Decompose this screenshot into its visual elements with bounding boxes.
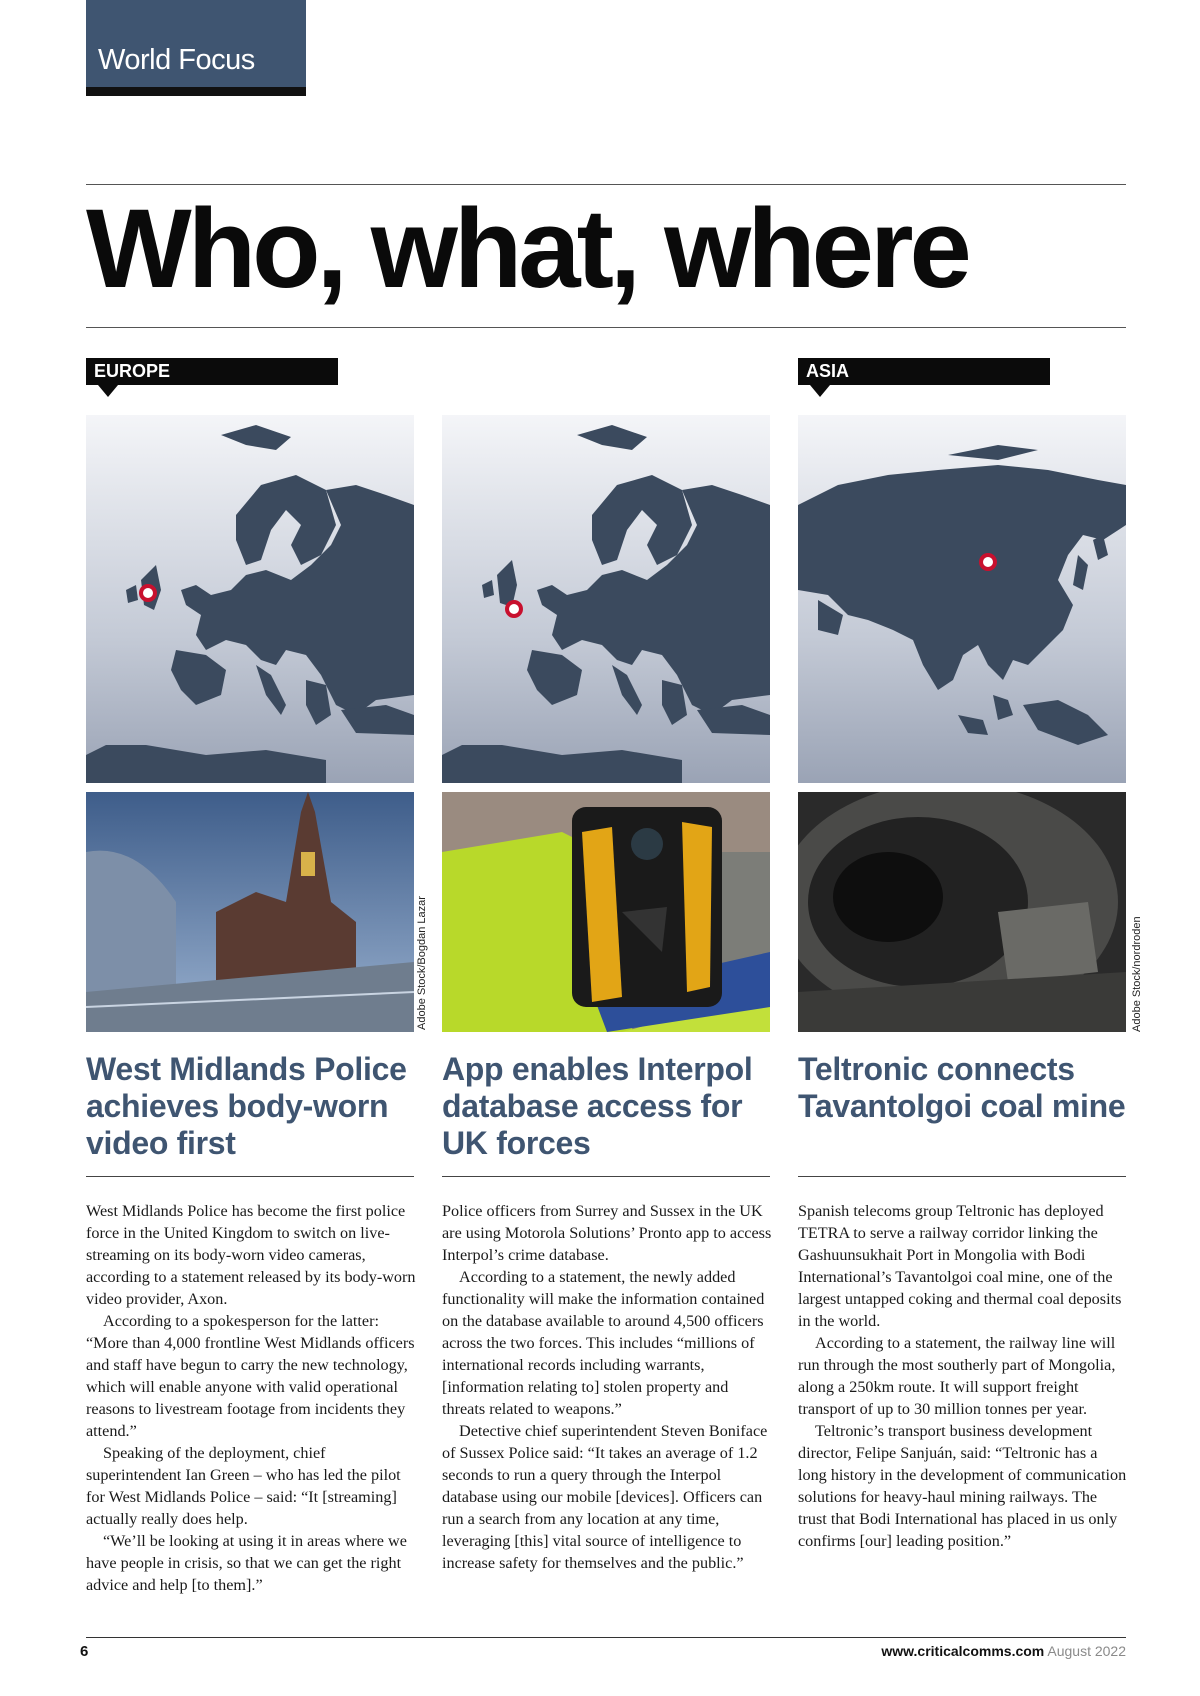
page-headline: Who, what, where xyxy=(86,186,968,311)
europe-map-west-midlands xyxy=(86,415,414,783)
region-label-asia-text: ASIA xyxy=(806,361,850,381)
story-paragraph: “We’ll be looking at using it in areas where we have people in crisis, so that we can get the right advice and help [to them].” xyxy=(86,1532,407,1594)
story-paragraph: Police officers from Surrey and Sussex in the UK are using Motorola Solutions’ Pronto app to access Interpol’s crime database. xyxy=(442,1202,772,1264)
page-number: 6 xyxy=(80,1643,89,1660)
column-rule-1 xyxy=(86,1176,414,1177)
story-paragraph: According to a statement, the newly added functionality will make the information contained on the database available to around 4,500 officers across the two forces. This includes “millions of international records including warrants, [information relating to] stolen property and threats related to weapons.” xyxy=(442,1268,765,1418)
photo-credit-1: Adobe Stock/Bogdan Lazar xyxy=(416,896,428,1030)
section-label: World Focus xyxy=(98,44,255,76)
footer-rule xyxy=(86,1637,1126,1638)
column-rule-3 xyxy=(798,1176,1126,1177)
story-title-1: West Midlands Police achieves body-worn video first xyxy=(86,1051,407,1161)
footer-website-link[interactable]: www.criticalcomms.com xyxy=(881,1643,1045,1659)
story-paragraph: Speaking of the deployment, chief superintendent Ian Green – who has led the pilot for West Midlands Police – said: “It [streaming] actually really does help. xyxy=(86,1444,401,1528)
story-paragraph: West Midlands Police has become the first police force in the United Kingdom to switch on live-streaming on its body-worn video cameras, according to a statement released by its body-worn video provider, Axon. xyxy=(86,1202,416,1308)
photo-coal-mine-tunnel xyxy=(798,792,1126,1032)
photo-body-worn-camera xyxy=(442,792,770,1032)
asia-map-mongolia xyxy=(798,415,1126,783)
story-paragraph: According to a spokesperson for the latter: “More than 4,000 frontline West Midlands officers and staff have begun to carry the new technology, which will enable anyone with valid operational reasons to livestream footage from incidents they attend.” xyxy=(86,1312,415,1440)
europe-map-icon xyxy=(86,415,414,783)
story-paragraph: According to a statement, the railway line will run through the most southerly part of Mongolia, along a 250km route. It will support freight transport of up to 30 million tonnes per year. xyxy=(798,1334,1116,1418)
region-label-asia xyxy=(798,358,1050,385)
story-paragraph: Detective chief superintendent Steven Boniface of Sussex Police said: “It takes an average of 1.2 seconds to run a query through the Interpol database using our mobile [devices]. Officers can run a search from any location at any time, leveraging [this] vital source of intelligence to increase safety for themselves and the public.” xyxy=(442,1422,768,1572)
headline-bottom-rule xyxy=(86,327,1126,328)
europe-map-icon xyxy=(442,415,770,783)
region-label-europe-text: EUROPE xyxy=(94,361,171,381)
column-rule-2 xyxy=(442,1176,770,1177)
pointer-icon xyxy=(98,385,118,397)
story-paragraph: Spanish telecoms group Teltronic has deployed TETRA to serve a railway corridor linking the Gashuunsukhait Port in Mongolia with Bodi International’s Tavantolgoi coal mine, one of the largest untapped coking and thermal coal deposits in the world. xyxy=(798,1202,1122,1330)
story-title-3: Teltronic connects Tavantolgoi coal mine xyxy=(798,1051,1126,1124)
footer-issue-date: August 2022 xyxy=(1047,1643,1126,1659)
headline-top-rule xyxy=(86,184,1126,185)
pointer-icon xyxy=(810,385,830,397)
story-title-2: App enables Interpol database access for UK forces xyxy=(442,1051,753,1161)
story-body-2 xyxy=(442,1200,772,1574)
footer-publication xyxy=(881,1643,1126,1659)
photo-credit-3: Adobe Stock/nordroden xyxy=(1131,916,1143,1032)
europe-map-surrey-sussex xyxy=(442,415,770,783)
story-body-1 xyxy=(86,1200,416,1596)
photo-birmingham-cathedral xyxy=(86,792,414,1032)
story-paragraph: Teltronic’s transport business development director, Felipe Sanjuán, said: “Teltronic has a long history in the development of communication solutions for heavy-haul mining railways. The trust that Bodi International has placed in us only confirms [our] leading position.” xyxy=(798,1422,1127,1550)
region-label-europe xyxy=(86,358,338,385)
section-tab xyxy=(86,0,306,96)
story-body-3 xyxy=(798,1200,1128,1552)
asia-map-icon xyxy=(798,415,1126,783)
